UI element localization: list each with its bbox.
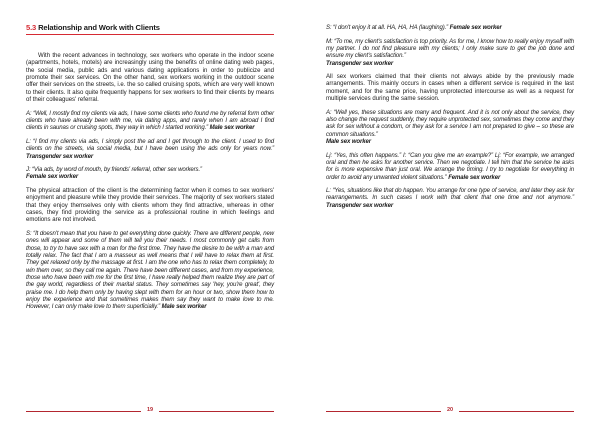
- page-number: 20: [446, 407, 454, 413]
- right-page-body: [326, 25, 574, 216]
- quote-attribution: Female sex worker: [26, 174, 79, 181]
- interview-quote: [326, 188, 574, 210]
- section-number: 5.3: [26, 23, 37, 32]
- page-number: 19: [146, 407, 154, 413]
- footer-rule-right: [159, 411, 274, 412]
- page-footer: [26, 406, 274, 416]
- quote-attribution: Transgender sex worker: [26, 153, 94, 160]
- quote-attribution: Female sex worker: [448, 174, 501, 181]
- interview-quote: [326, 153, 574, 182]
- quote-text: S: “I don't enjoy it at all. HA, HA, HA (laughing).”: [326, 25, 450, 31]
- footer-rule-right: [459, 411, 574, 412]
- quote-text: S: “It doesn't mean that you have to get everything done quickly. There are different people, new ones will appear and some of them will tell you their needs. I most commonly get calls from those, to try to have sex with a man for the first time. They have the desire to be with a man and totally relax. The fact that I am a masseur as well means that I will have to relax them at first. They get relaxed only by the massage at first. I am the one who has to relax them completely, to win them over, so they call me again. There have been different cases, and from my experience, those who have been with me for the first time, I have really helped them realize they are part of the gay world, regardless of their marital status. They sometimes say 'hey, you're great', they praise me. I do help them only by having slept with them for an hour or two, show them how to enjoy the experience and that sometimes makes them say they want to make love to me. However, I can only make love to them superficially.”: [26, 230, 274, 311]
- interview-quote: [26, 139, 274, 161]
- quote-text: Lj: “Yes, this often happens.” I: “Can you give me an example?” Lj: “For example, we arranged oral and then he asks for another service. Then we negotiate. I tell him that the service he asks for is more expensive than just oral. We arrange the timing. I try to negotiate for everything in order to avoid any unwanted violent situations.”: [326, 152, 574, 181]
- quote-attribution: Male sex worker: [209, 125, 255, 132]
- right-page: [300, 0, 600, 425]
- interview-quote: [26, 231, 274, 312]
- quote-attribution: Transgender sex worker: [326, 202, 394, 209]
- quote-text: L: “Yes, situations like that do happen. You arrange for one type of service, and later they ask for rearrangements. In such cases I work with that client that one time and not anymore.”: [326, 188, 574, 202]
- quote-text: A: “Well yes, these situations are many and frequent. And it is not only about the service, they also change the request suddenly, they require unprotected sex, sometimes they come and they ask for sex without a condom, or they ask for a service I am not prepared to give – so these are common situations.”: [326, 109, 574, 138]
- quote-attribution: Transgender sex worker: [326, 60, 394, 67]
- body-paragraph: [326, 74, 574, 103]
- page-footer: [326, 406, 574, 416]
- interview-quote: [326, 39, 574, 68]
- section-heading: [26, 23, 274, 35]
- quote-text: J: “Via ads, by word of mouth, by friends' referral, other sex workers.”: [26, 167, 202, 174]
- paragraph-text: With the recent advances in technology, sex workers who operate in the indoor scene (apartments, hotels, motels) are increasingly using the benefits of online dating web pages, the social media, public ads and various dating applications in order to publicize and promote their sex services. On the other hand, sex workers working in the outdoor scene offer their services on the streets, i.e. the so called cruising spots, which are very well known to their clients. It also quite frequently happens for sex workers to find their clients by means of their colleagues' referral.: [26, 53, 274, 104]
- interview-quote: [26, 167, 274, 182]
- paragraph-text: All sex workers claimed that their clients not always abide by the previously made arrangements. This mainly occurs in cases when a different service is required in the last moment, and for the same price, having unprotected intercourse as well as a request for multiple services during the same session.: [326, 74, 574, 103]
- interview-quote: [26, 111, 274, 133]
- quote-attribution: Female sex worker: [449, 25, 502, 31]
- body-paragraph: [26, 53, 274, 104]
- quote-text: L: “I find my clients via ads, I simply post the ad and I get through to the client. I used to find clients on the streets, via social media, but I have been using the ads only for years now.”: [26, 138, 274, 153]
- quote-text: A: “Well, I mostly find my clients via ads, I have some clients who found me by referral form other clients who have already been with me, via dating apps, and rarely when I am abroad I find clients in saunas or cruising spots, they way in which I started working.”: [26, 110, 274, 132]
- quote-attribution: Male sex worker: [326, 139, 371, 146]
- interview-quote: [326, 25, 574, 32]
- interview-quote: [326, 110, 574, 147]
- left-page-body: [26, 53, 274, 318]
- paragraph-text: The physical attraction of the client is the determining factor when it comes to sex workers' enjoyment and pleasure while they provide their services. The majority of sex workers stated that they enjoy themselves only with clients whom they find attractive, whereas in other cases, they find providing the service as a professional routine in which feelings and emotions are not involved.: [26, 187, 274, 224]
- quote-attribution: Male sex worker: [161, 304, 207, 311]
- section-title: Relationship and Work with Clients: [36, 23, 160, 32]
- quote-text: M: “To me, my client's satisfaction is top priority. As for me, I know how to really enjoy myself with my partner. I do not find pleasure with my clients; I only make sure to get the job done and ensure my client's satisfaction.”: [326, 38, 574, 60]
- body-paragraph: [26, 188, 274, 225]
